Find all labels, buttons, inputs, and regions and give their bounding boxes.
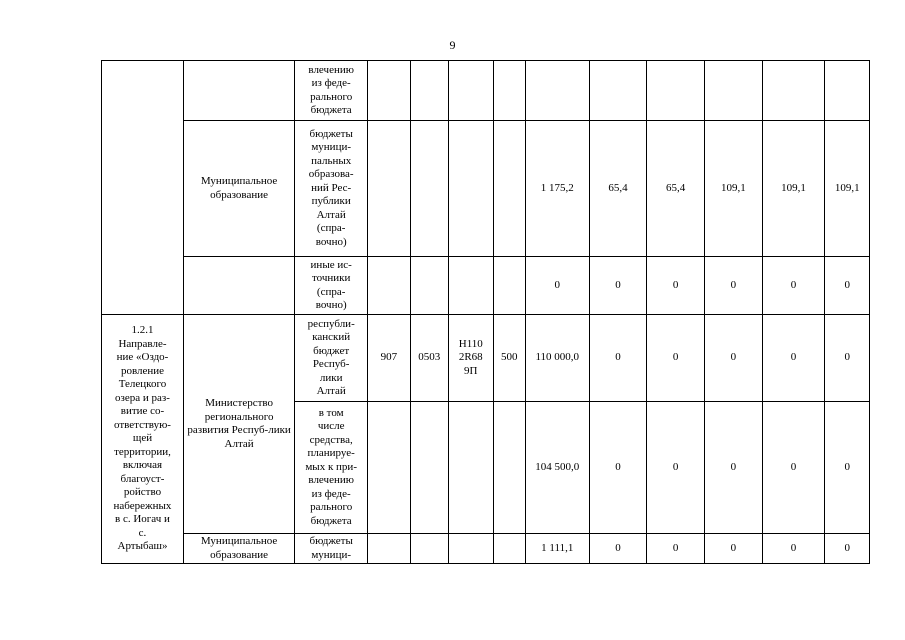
executor-cell: Муниципальное образование <box>183 121 294 257</box>
csr-cell <box>449 534 494 564</box>
total-cell: 1 175,2 <box>525 121 589 257</box>
rzpr-cell <box>410 61 448 121</box>
vr-cell <box>493 534 525 564</box>
funding-source-cell: бюджеты муници- <box>295 534 368 564</box>
budget-table <box>101 60 870 564</box>
csr-cell <box>449 257 494 315</box>
total-cell: 104 500,0 <box>525 402 589 534</box>
funding-source-cell: влечению из феде- рального бюджета <box>295 61 368 121</box>
year-5-cell: 0 <box>825 402 870 534</box>
csr-cell <box>449 121 494 257</box>
rzpr-cell <box>410 534 448 564</box>
table-row <box>102 257 870 315</box>
vr-cell <box>493 402 525 534</box>
year-5-cell: 0 <box>825 257 870 315</box>
vr-cell <box>493 61 525 121</box>
funding-source-cell: бюджеты муници- пальных образова- ний Рес- публики Алтай (спра- вочно) <box>295 121 368 257</box>
grbs-cell: 907 <box>368 315 410 402</box>
year-4-cell <box>762 61 825 121</box>
year-2-cell: 0 <box>647 534 705 564</box>
table-row <box>102 534 870 564</box>
executor-cell: Муниципальное образование <box>183 534 294 564</box>
year-3-cell <box>704 61 762 121</box>
year-1-cell: 0 <box>589 534 647 564</box>
year-2-cell: 0 <box>647 315 705 402</box>
measure-name-cell: 1.2.1 Направле- ние «Оздо- ровление Телецкого озера и раз- витие со- ответствую- щей территории, включая благоуст- ройство набережных в с. Иогач и с. Артыбаш» <box>102 315 184 564</box>
vr-cell <box>493 121 525 257</box>
year-1-cell: 0 <box>589 257 647 315</box>
total-cell <box>525 61 589 121</box>
year-2-cell: 0 <box>647 257 705 315</box>
rzpr-cell: 0503 <box>410 315 448 402</box>
vr-cell <box>493 257 525 315</box>
year-1-cell: 65,4 <box>589 121 647 257</box>
year-4-cell: 0 <box>762 257 825 315</box>
csr-cell: Н110 2R68 9П <box>449 315 494 402</box>
executor-cell-empty <box>183 61 294 121</box>
year-2-cell: 0 <box>647 402 705 534</box>
total-cell: 110 000,0 <box>525 315 589 402</box>
table-row <box>102 61 870 121</box>
year-3-cell: 0 <box>704 402 762 534</box>
rzpr-cell <box>410 121 448 257</box>
rzpr-cell <box>410 402 448 534</box>
year-4-cell: 0 <box>762 402 825 534</box>
page-number: 9 <box>449 38 456 52</box>
funding-source-cell: иные ис- точники (спра- вочно) <box>295 257 368 315</box>
year-4-cell: 0 <box>762 534 825 564</box>
grbs-cell <box>368 402 410 534</box>
table-row <box>102 315 870 402</box>
funding-source-cell: республи- канский бюджет Респуб- лики Алтай <box>295 315 368 402</box>
year-5-cell: 0 <box>825 534 870 564</box>
grbs-cell <box>368 61 410 121</box>
year-5-cell <box>825 61 870 121</box>
year-4-cell: 109,1 <box>762 121 825 257</box>
rzpr-cell <box>410 257 448 315</box>
executor-cell-empty <box>183 257 294 315</box>
name-cell-empty <box>102 61 184 315</box>
year-1-cell: 0 <box>589 402 647 534</box>
year-1-cell: 0 <box>589 315 647 402</box>
year-3-cell: 0 <box>704 315 762 402</box>
total-cell: 1 111,1 <box>525 534 589 564</box>
grbs-cell <box>368 257 410 315</box>
table-row <box>102 121 870 257</box>
csr-cell <box>449 402 494 534</box>
year-4-cell: 0 <box>762 315 825 402</box>
year-3-cell: 0 <box>704 534 762 564</box>
grbs-cell <box>368 121 410 257</box>
csr-cell <box>449 61 494 121</box>
year-2-cell: 65,4 <box>647 121 705 257</box>
year-2-cell <box>647 61 705 121</box>
total-cell: 0 <box>525 257 589 315</box>
year-1-cell <box>589 61 647 121</box>
funding-source-cell: в том числе средства, планируе- мых к при- влечению из феде- рального бюджета <box>295 402 368 534</box>
year-5-cell: 0 <box>825 315 870 402</box>
year-3-cell: 109,1 <box>704 121 762 257</box>
year-5-cell: 109,1 <box>825 121 870 257</box>
year-3-cell: 0 <box>704 257 762 315</box>
executor-cell: Министерство регионального развития Респуб-лики Алтай <box>183 315 294 534</box>
vr-cell: 500 <box>493 315 525 402</box>
grbs-cell <box>368 534 410 564</box>
